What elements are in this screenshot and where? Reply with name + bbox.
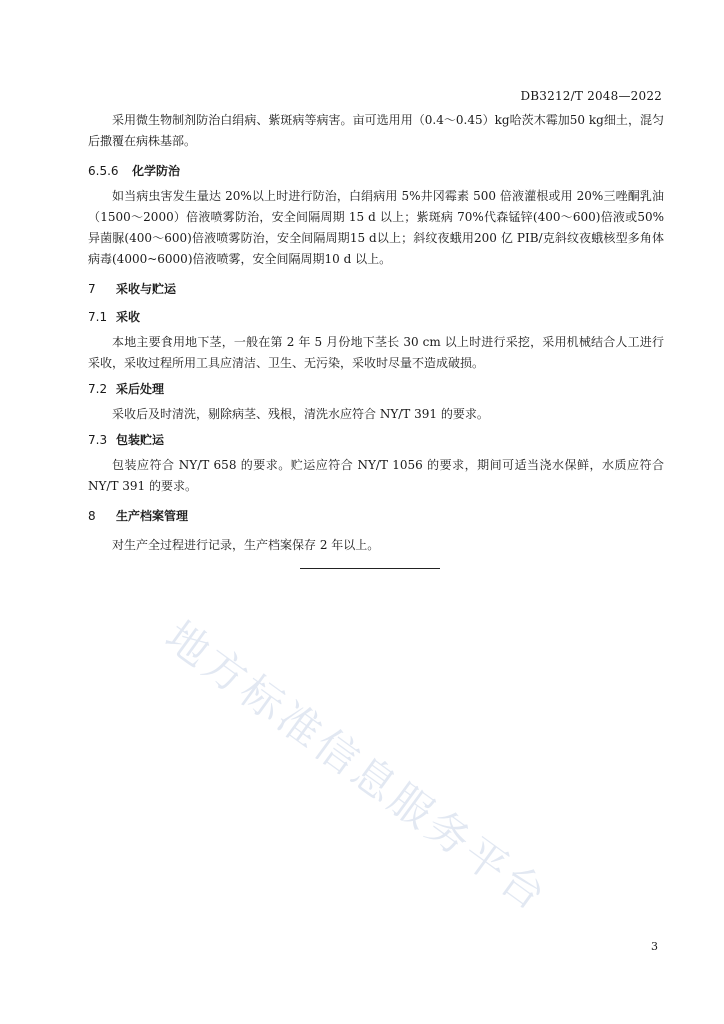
section-heading-7-3 — [88, 431, 664, 449]
paragraph-records: 对生产全过程进行记录，生产档案保存 2 年以上。 — [112, 538, 380, 552]
paragraph-chemical-control: 如当病虫害发生量达 20%以上时进行防治，白绢病用 5%井冈霉素 500 倍液灌根或用 20%三唑酮乳油（1500～2000）倍液喷雾防治，安全间隔周期 15 d 以上；紫斑病 70%代森锰锌(400～600)倍液或50%异菌脲(400～600)倍液喷雾防治，安全间隔周期15 d以上；斜纹夜蛾用200 亿 PIB/克斜纹夜蛾核型多角体病毒(4000~6000)倍液喷雾，安全间隔周期10 d 以上。 — [88, 189, 664, 266]
document-body — [88, 110, 664, 556]
section-number: 6.5.6 — [88, 164, 119, 178]
section-title: 采后处理 — [116, 382, 165, 396]
page-number: 3 — [651, 940, 658, 953]
section-number: 8 — [88, 509, 96, 523]
section-number: 7.2 — [88, 382, 108, 396]
section-number: 7.1 — [88, 310, 108, 324]
section-number: 7.3 — [88, 433, 108, 447]
section-number: 7 — [88, 282, 96, 296]
section-heading-6-5-6 — [88, 162, 664, 180]
section-heading-7 — [88, 280, 664, 298]
end-rule — [300, 568, 440, 569]
section-heading-8 — [88, 507, 664, 525]
document-code: DB3212/T 2048—2022 — [520, 89, 662, 103]
watermark: 地方标准信息服务平台 — [156, 611, 558, 922]
paragraph-post-harvest: 采收后及时清洗，剔除病茎、残根，清洗水应符合 NY/T 391 的要求。 — [112, 407, 489, 421]
paragraph-intro: 采用微生物制剂防治白绢病、紫斑病等病害。亩可选用用（0.4～0.45）kg哈茨木霉加50 kg细土，混匀后撒覆在病株基部。 — [88, 113, 664, 148]
section-heading-7-1 — [88, 308, 664, 326]
section-title: 化学防治 — [132, 164, 181, 178]
section-title: 采收与贮运 — [116, 282, 177, 296]
section-title: 包装贮运 — [116, 433, 165, 447]
section-title: 采收 — [116, 310, 141, 324]
section-heading-7-2 — [88, 380, 664, 398]
section-title: 生产档案管理 — [116, 509, 189, 523]
paragraph-harvest: 本地主要食用地下茎，一般在第 2 年 5 月份地下茎长 30 cm 以上时进行采挖，采用机械结合人工进行采收，采收过程所用工具应清洁、卫生、无污染，采收时尽量不造成破损。 — [88, 335, 664, 370]
paragraph-packaging: 包装应符合 NY/T 658 的要求。贮运应符合 NY/T 1056 的要求，期间可适当浇水保鲜，水质应符合 NY/T 391 的要求。 — [88, 458, 664, 493]
